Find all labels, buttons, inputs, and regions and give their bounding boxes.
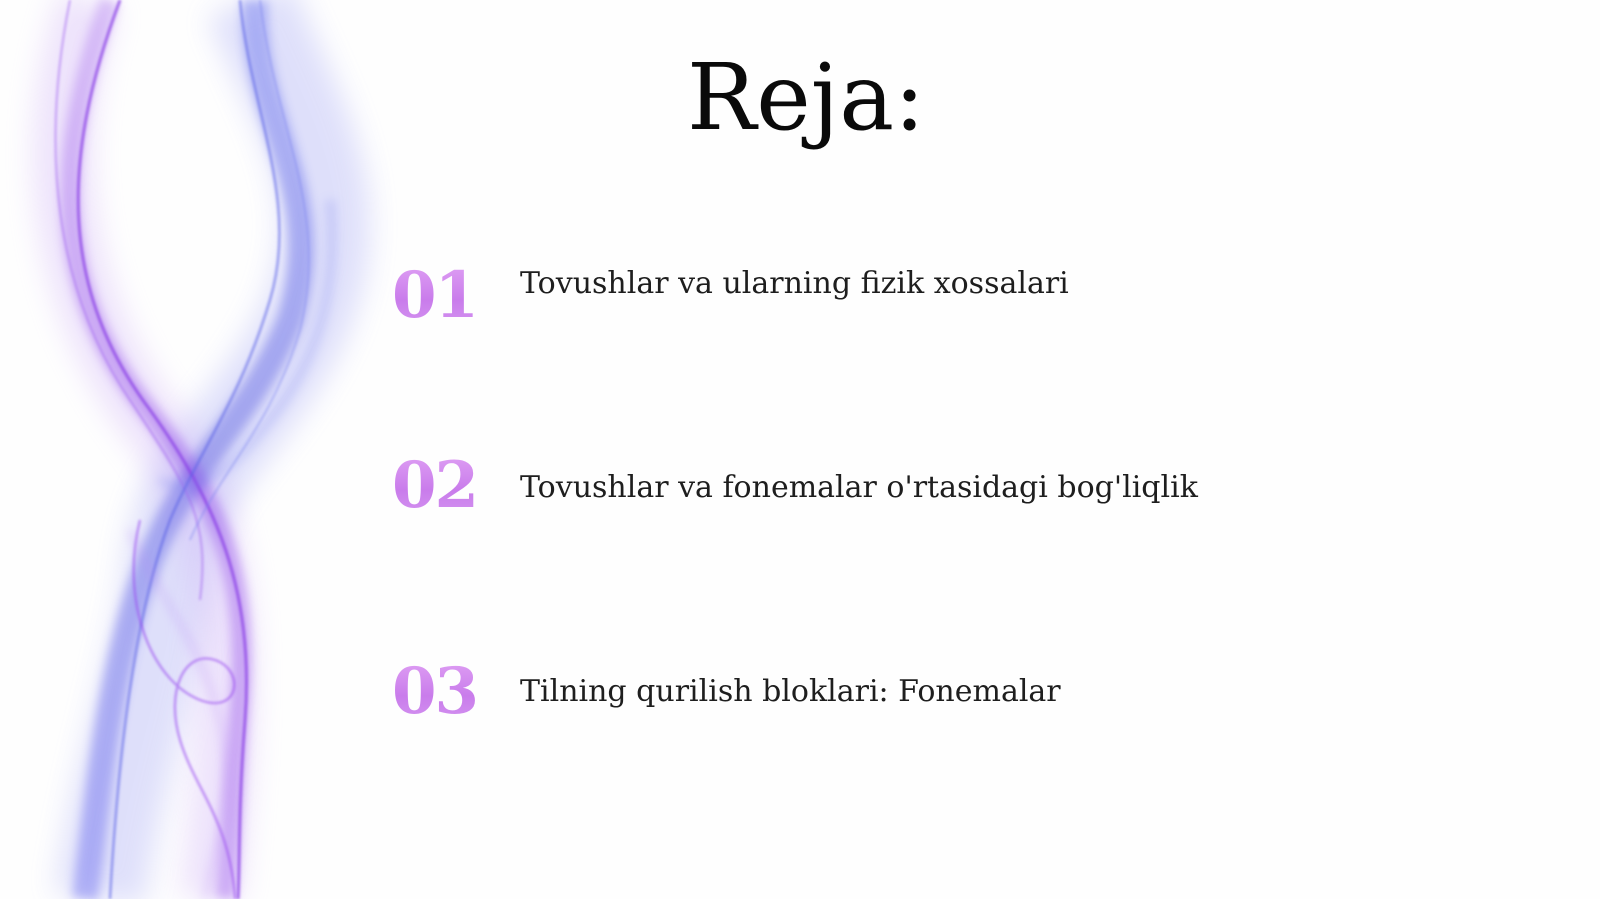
- item-number: 02: [392, 446, 477, 526]
- item-number: 03: [392, 652, 477, 732]
- item-text: Tovushlar va fonemalar o'rtasidagi bog'liqlik: [520, 470, 1198, 505]
- slide-title: Reja:: [686, 44, 926, 151]
- item-text: Tilning qurilish bloklari: Fonemalar: [520, 674, 1061, 709]
- item-text: Tovushlar va ularning fizik xossalari: [520, 266, 1069, 301]
- item-number: 01: [392, 256, 477, 336]
